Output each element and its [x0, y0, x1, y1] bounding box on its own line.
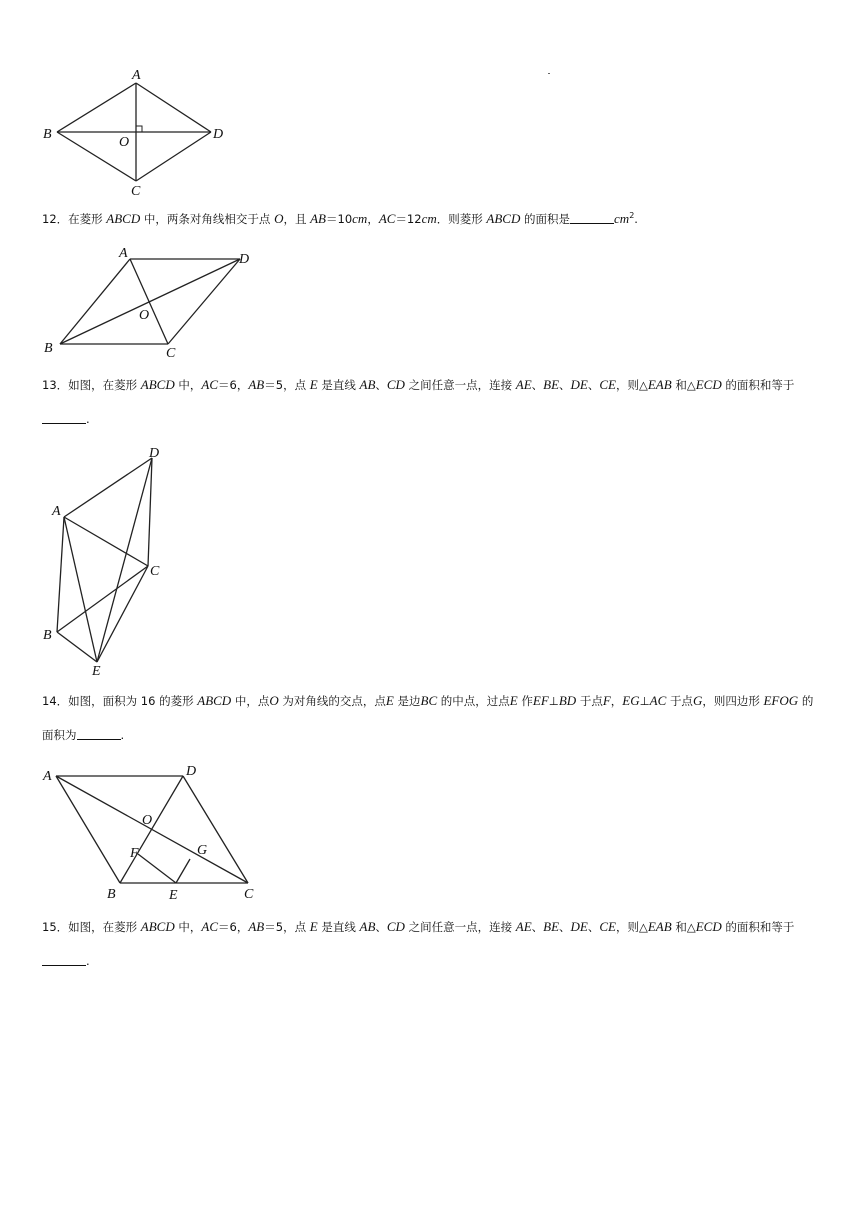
question-number: 14: [42, 694, 57, 708]
label-c: C: [244, 887, 254, 902]
label-o: O: [119, 135, 130, 150]
label-d: D: [149, 446, 160, 461]
answer-blank[interactable]: [42, 411, 86, 424]
label-c: C: [166, 346, 176, 361]
right-angle-mark: [136, 126, 142, 132]
diagonal-bd: [60, 259, 240, 344]
label-d: D: [239, 252, 250, 267]
figure-rhombus-4: [40, 760, 280, 902]
label-b: B: [44, 341, 53, 356]
question-number: 13: [42, 378, 57, 392]
answer-blank[interactable]: [42, 953, 86, 966]
figure-rhombus-2: [40, 244, 260, 364]
label-d: D: [213, 127, 224, 142]
diagonal-bd: [120, 776, 183, 883]
label-o: O: [139, 308, 150, 323]
segment-ef: [138, 854, 176, 883]
label-c: C: [131, 184, 141, 199]
label-f: F: [130, 846, 139, 861]
question-13: 13．如图，在菱形 ABCD 中，AC＝6，AB＝5，点 E 是直线 AB、CD 之间任意一点，连接 AE、BE、DE、CE，则△EAB 和△ECD 的面积和等于.: [42, 377, 795, 426]
question-14: 14．如图，面积为 16 的菱形 ABCD 中，点O 为对角线的交点，点E 是边BC 的中点，过点E 作EF⊥BD 于点F，EG⊥AC 于点G，则四边形 EFOG 的面积为 .: [42, 693, 814, 742]
label-a: A: [119, 246, 128, 261]
label-b: B: [43, 127, 52, 142]
segment-eg: [176, 859, 190, 883]
label-a: A: [52, 504, 61, 519]
label-b: B: [107, 887, 116, 902]
label-g: G: [197, 843, 208, 858]
figure-rhombus-3: [40, 442, 180, 680]
label-a: A: [43, 769, 52, 784]
label-b: B: [43, 628, 52, 643]
label-a: A: [132, 68, 141, 83]
question-number: 12: [42, 211, 57, 226]
answer-blank[interactable]: [77, 727, 121, 740]
diagonal-ac: [64, 517, 148, 566]
question-15: 15．如图，在菱形 ABCD 中，AC＝6，AB＝5，点 E 是直线 AB、CD 之间任意一点，连接 AE、BE、DE、CE，则△EAB 和△ECD 的面积和等于.: [42, 919, 795, 968]
label-e: E: [92, 664, 101, 679]
question-number: 15: [42, 920, 57, 934]
figure-rhombus-1: [40, 64, 240, 200]
answer-blank[interactable]: [570, 211, 614, 224]
question-12: 12．在菱形 ABCD 中，两条对角线相交于点 O，且 AB＝10cm，AC＝12cm．则菱形 ABCD 的面积是 $cm^2$.: [42, 210, 638, 226]
label-e: E: [169, 888, 178, 903]
label-o: O: [142, 813, 153, 828]
label-d: D: [186, 764, 197, 779]
stray-mark: [548, 73, 550, 74]
label-c: C: [150, 564, 160, 579]
